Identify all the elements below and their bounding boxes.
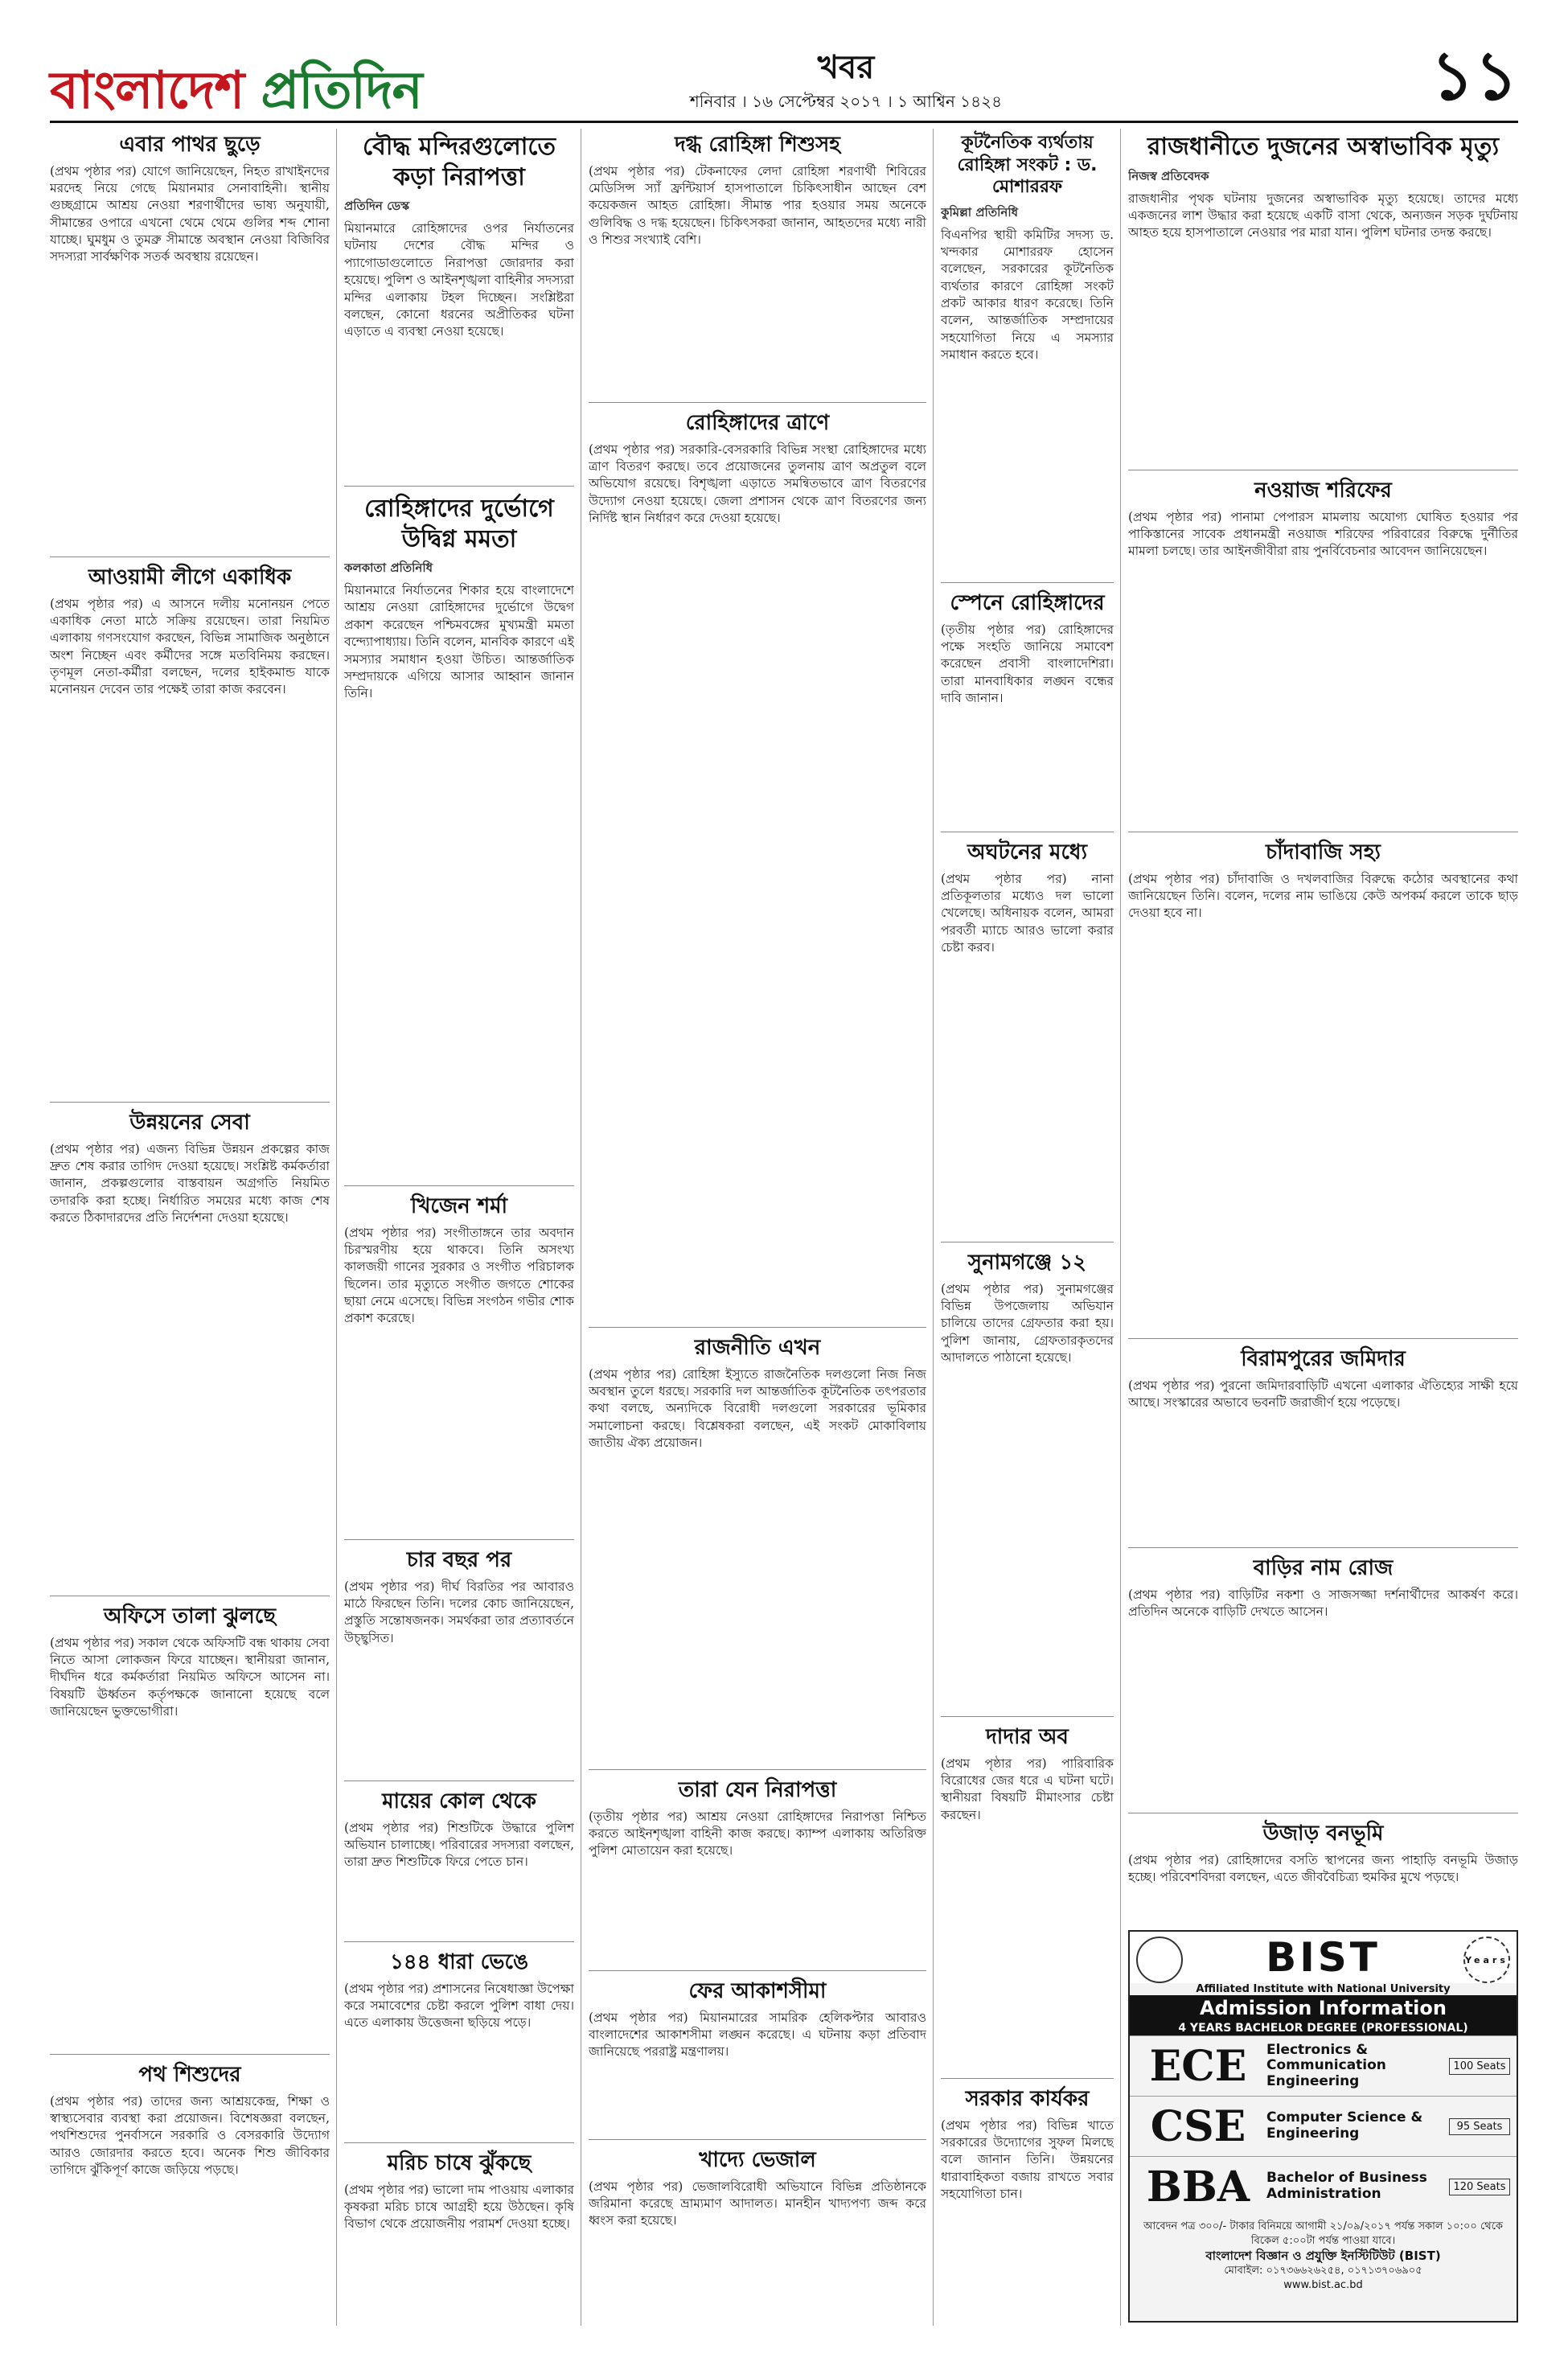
page-number: ১১ bbox=[1430, 36, 1518, 115]
article bbox=[1128, 1343, 1518, 1544]
article-body: মিয়ানমারে নির্যাতনের শিকার হয়ে বাংলাদেশে আশ্রয় নেওয়া রোহিঙ্গাদের দুর্ভোগে উদ্বেগ প্রকাশ করেছেন পশ্চিমবঙ্গের মুখ্যমন্ত্রী মমতা বন্দ্যোপাধ্যায়। তিনি বলেন, মানবিক কারণে এই সমস্যার সমাধান হওয়া উচিত। আন্তর্জাতিক সম্প্রদায়কে এগিয়ে আসার আহ্বান জানান তিনি। bbox=[344, 583, 574, 701]
column-divider bbox=[336, 129, 337, 2326]
article-headline: বৌদ্ধ মন্দিরগুলোতে কড়া নিরাপত্তা bbox=[363, 133, 556, 191]
article-headline: সুনামগঞ্জে ১২ bbox=[967, 1251, 1087, 1275]
column-divider bbox=[933, 129, 934, 2326]
article bbox=[50, 1107, 330, 1592]
article-headline: এবার পাথর ছুড়ে bbox=[119, 133, 261, 157]
article-body: (তৃতীয় পৃষ্ঠার পর) আশ্রয় নেওয়া রোহিঙ্গাদের নিরাপত্তা নিশ্চিত করতে আইনশৃঙ্খলা বাহিনী কাজ করছে। ক্যাম্প এলাকায় অতিরিক্ত পুলিশ মোতায়েন করা হয়েছে। bbox=[589, 1809, 926, 1859]
divider bbox=[941, 1716, 1114, 1717]
article bbox=[941, 836, 1114, 1238]
article bbox=[344, 1544, 574, 1777]
article-body: (প্রথম পৃষ্ঠার পর) পারিবারিক বিরোধের জের ধরে এ ঘটনা ঘটে। স্থানীয়রা বিষয়টি মীমাংসার চেষ্টা করছেন। bbox=[941, 1756, 1114, 1822]
article-headline: উন্নয়নের সেবা bbox=[129, 1111, 250, 1135]
article-headline: খিজেন শর্মা bbox=[410, 1194, 508, 1218]
divider bbox=[589, 1970, 926, 1971]
article bbox=[50, 561, 330, 1099]
article-headline: দগ্ধ রোহিঙ্গা শিশুসহ bbox=[675, 133, 840, 157]
divider bbox=[344, 1780, 574, 1781]
divider bbox=[941, 582, 1114, 583]
divider bbox=[589, 402, 926, 403]
article bbox=[941, 1721, 1114, 2075]
article-headline: বিরামপুরের জমিদার bbox=[1241, 1347, 1406, 1371]
article bbox=[589, 1774, 926, 1967]
article-headline: ফের আকাশসীমা bbox=[688, 1979, 827, 2003]
program-cse bbox=[1130, 2096, 1517, 2156]
column-2 bbox=[344, 129, 574, 2326]
article bbox=[1128, 129, 1518, 466]
divider bbox=[589, 1327, 926, 1328]
article-body: (প্রথম পৃষ্ঠার পর) তাদের জন্য আশ্রয়কেন্দ্র, শিক্ষা ও স্বাস্থ্যসেবার ব্যবস্থা করা প্রয়োজন। বিশেষজ্ঞরা বলছেন, পথশিশুদের পুনর্বাসনে সরকারি ও বেসরকারি উদ্যোগ আরও জোরদার করতে হবে। অনেক শিশু জীবিকার তাগিদে ঝুঁকিপূর্ণ কাজে জড়িয়ে পড়ছে। bbox=[50, 2093, 330, 2177]
divider bbox=[50, 2054, 330, 2055]
ad-acronym: BIST bbox=[1266, 1934, 1381, 1981]
bist-advertisement bbox=[1128, 1930, 1518, 2323]
article bbox=[344, 2147, 574, 2324]
article-body: (প্রথম পৃষ্ঠার পর) চাঁদাবাজি ও দখলবাজির বিরুদ্ধে কঠোর অবস্থানের কথা জানিয়েছেন তিনি। বলেন, দলের নাম ভাঙিয়ে কেউ অপকর্ম করলে তাকে ছাড় দেওয়া হবে না। bbox=[1128, 871, 1518, 921]
article-headline: খাদ্যে ভেজাল bbox=[699, 2148, 816, 2172]
article-headline: রোহিঙ্গাদের ত্রাণে bbox=[685, 411, 830, 435]
article-byline: প্রতিদিন ডেস্ক bbox=[344, 199, 410, 213]
article-headline: চার বছর পর bbox=[406, 1548, 512, 1572]
article bbox=[1128, 836, 1518, 1335]
article-headline: মরিচ চাষে ঝুঁকছে bbox=[387, 2151, 532, 2175]
column-4 bbox=[941, 129, 1114, 2326]
article-body: (প্রথম পৃষ্ঠার পর) সুনামগঞ্জের বিভিন্ন উপজেলায় অভিযান চালিয়ে তাদের গ্রেফতার করা হয়। পুলিশ জানায়, গ্রেফতারকৃতদের আদালতে পাঠানো হয়েছে। bbox=[941, 1281, 1114, 1365]
ad-contact: মোবাইল: ০১৭৩৬৬২৬২৫৪, ০১৭১৩৭০৬৯০৫ bbox=[1224, 2265, 1422, 2277]
years-badge: Years bbox=[1463, 1937, 1510, 1983]
masthead bbox=[50, 36, 1518, 121]
program-name: Electronics & Communication Engineering bbox=[1266, 2041, 1386, 2089]
article-headline: দাদার অব bbox=[986, 1725, 1069, 1749]
article-headline: নওয়াজ শরিফের bbox=[1254, 478, 1392, 503]
program-seats: 100 Seats bbox=[1449, 2058, 1510, 2075]
article bbox=[344, 1190, 574, 1536]
program-name: Bachelor of Business Administration bbox=[1266, 2170, 1427, 2202]
article bbox=[344, 1785, 574, 1938]
divider bbox=[50, 1102, 330, 1103]
article-headline: উজাড় বনভূমি bbox=[1262, 1822, 1384, 1846]
article-body: (প্রথম পৃষ্ঠার পর) এ আসনে দলীয় মনোনয়ন পেতে একাধিক নেতা মাঠে সক্রিয় রয়েছেন। তারা নিয়মিত এলাকায় গণসংযোগ করছেন, বিভিন্ন সামাজিক অনুষ্ঠানে অংশ নিচ্ছেন এবং কর্মীদের সঙ্গে মতবিনিময় করছেন। তৃণমূল নেতা-কর্মীরা বলছেন, দলের হাইকমান্ড যাকে মনোনয়ন দেবেন তার পক্ষেই তারা কাজ করবেন। bbox=[50, 596, 330, 697]
article-body: (প্রথম পৃষ্ঠার পর) বিভিন্ন খাতে সরকারের উদ্যোগের সুফল মিলছে বলে জানান তিনি। উন্নয়নের ধারাবাহিকতা বজায় রাখতে সবার সহযোগিতা চান। bbox=[941, 2117, 1114, 2201]
ad-header bbox=[1130, 1932, 1517, 1983]
program-seats: 95 Seats bbox=[1449, 2118, 1510, 2135]
article bbox=[589, 2144, 926, 2324]
article-byline: কলকাতা প্রতিনিধি bbox=[344, 561, 433, 575]
ad-subline: 4 YEARS BACHELOR DEGREE (PROFESSIONAL) bbox=[1130, 2021, 1517, 2035]
article bbox=[50, 129, 330, 553]
dateline: শনিবার । ১৬ সেপ্টেম্বর ২০১৭ । ১ আশ্বিন ১৪২৪ bbox=[689, 92, 1003, 111]
column-1 bbox=[50, 129, 330, 2326]
divider bbox=[344, 1539, 574, 1540]
article-body: (প্রথম পৃষ্ঠার পর) রোহিঙ্গা ইস্যুতে রাজনৈতিক দলগুলো নিজ নিজ অবস্থান তুলে ধরছে। সরকারি দল আন্তর্জাতিক কূটনৈতিক তৎপরতার কথা বলছে, অন্যদিকে বিরোধী দলগুলো সরকারের ভূমিকার সমালোচনা করছে। বিশ্লেষকরা বলছেন, এই সংকট মোকাবিলায় জাতীয় ঐক্য প্রয়োজন। bbox=[589, 1366, 926, 1450]
article-headline: রাজধানীতে দুজনের অস্বাভাবিক মৃত্যু bbox=[1147, 133, 1500, 161]
article bbox=[344, 491, 574, 1182]
divider bbox=[589, 1769, 926, 1770]
program-code: ECE bbox=[1149, 2041, 1247, 2091]
article-body: রাজধানীর পৃথক ঘটনায় দুজনের অস্বাভাবিক মৃত্যু হয়েছে। তাদের মধ্যে একজনের লাশ উদ্ধার করা হয়েছে একটি বাসা থেকে, অন্যজন সড়ক দুর্ঘটনায় আহত হয়ে হাসপাতালে নেওয়ার পর মারা যান। পুলিশ ঘটনার তদন্ত করছে। bbox=[1128, 191, 1518, 240]
article-headline: সরকার কার্যকর bbox=[965, 2087, 1090, 2111]
article-body: মিয়ানমারে রোহিঙ্গাদের ওপর নির্যাতনের ঘটনায় দেশের বৌদ্ধ মন্দির ও প্যাগোডাগুলোতে নিরাপত্তা জোরদার করা হয়েছে। পুলিশ ও আইনশৃঙ্খলা বাহিনীর সদস্যরা মন্দির এলাকায় টহল দিচ্ছেন। সংশ্লিষ্টরা বলছেন, কোনো ধরনের অপ্রীতিকর ঘটনা এড়াতে এ ব্যবস্থা নেওয়া হয়েছে। bbox=[344, 221, 574, 339]
article bbox=[589, 1332, 926, 1766]
article bbox=[941, 129, 1114, 579]
article-body: (প্রথম পৃষ্ঠার পর) দীর্ঘ বিরতির পর আবারও মাঠে ফিরছেন তিনি। দলের কোচ জানিয়েছেন, প্রস্তুতি সন্তোষজনক। সমর্থকরা তার প্রত্যাবর্তনে উচ্ছ্বসিত। bbox=[344, 1579, 574, 1645]
article bbox=[344, 129, 574, 483]
article-body: (প্রথম পৃষ্ঠার পর) এজন্য বিভিন্ন উন্নয়ন প্রকল্পের কাজ দ্রুত শেষ করার তাগিদ দেওয়া হয়েছে। সংশ্লিষ্ট কর্মকর্তারা জানান, প্রকল্পগুলোর বাস্তবায়ন অগ্রগতি নিয়মিত তদারকি করা হচ্ছে। নির্ধারিত সময়ের মধ্যে কাজ শেষ করতে ঠিকাদারদের প্রতি নির্দেশনা দেওয়া হয়েছে। bbox=[50, 1141, 330, 1225]
divider bbox=[344, 486, 574, 487]
article bbox=[50, 1600, 330, 2051]
program-ece bbox=[1130, 2035, 1517, 2096]
article-headline: অফিসে তালা ঝুলছে bbox=[104, 1604, 276, 1629]
article-body: (প্রথম পৃষ্ঠার পর) ভেজালবিরোধী অভিযানে বিভিন্ন প্রতিষ্ঠানকে জরিমানা করেছে ভ্রাম্যমাণ আদালত। মানহীন খাদ্যপণ্য জব্দ করে ধ্বংস করা হয়েছে। bbox=[589, 2179, 926, 2228]
ad-footer bbox=[1130, 2216, 1517, 2295]
program-bba bbox=[1130, 2156, 1517, 2216]
divider bbox=[344, 2142, 574, 2143]
article bbox=[589, 129, 926, 399]
article-body: (প্রথম পৃষ্ঠার পর) মিয়ানমারের সামরিক হেলিকপ্টার আবারও বাংলাদেশের আকাশসীমা লঙ্ঘন করেছে। এ ঘটনায় কড়া প্রতিবাদ জানিয়েছে পররাষ্ট্র মন্ত্রণালয়। bbox=[589, 2010, 926, 2060]
article-body: বিএনপির স্থায়ী কমিটির সদস্য ড. খন্দকার মোশাররফ হোসেন বলেছেন, সরকারের কূটনৈতিক ব্যর্থতার কারণে রোহিঙ্গা সংকট প্রকট আকার ধারণ করেছে। তিনি বলেন, আন্তর্জাতিক সম্প্রদায়ের সহযোগিতা নিয়ে এ সমস্যার সমাধান করতে হবে। bbox=[941, 227, 1114, 363]
article-headline: অঘটনের মধ্যে bbox=[967, 840, 1088, 865]
article-headline: ১৪৪ ধারা ভেঙে bbox=[389, 1950, 529, 1974]
column-divider bbox=[1120, 129, 1121, 2326]
article-body: (প্রথম পৃষ্ঠার পর) নানা প্রতিকূলতার মধ্যেও দল ভালো খেলেছে। অধিনায়ক বলেন, আমরা পরবর্তী ম্যাচে আরও ভালো করার চেষ্টা করব। bbox=[941, 871, 1114, 955]
ad-website[interactable]: www.bist.ac.bd bbox=[1283, 2278, 1363, 2291]
article-headline: বাড়ির নাম রোজ bbox=[1253, 1556, 1394, 1580]
article-headline: তারা যেন নিরাপত্তা bbox=[678, 1778, 837, 1802]
article-body: (প্রথম পৃষ্ঠার পর) বাড়িটির নকশা ও সাজসজ্জা দর্শনার্থীদের আকর্ষণ করে। প্রতিদিন অনেকে বাড়িটি দেখতে আসেন। bbox=[1128, 1587, 1518, 1619]
divider bbox=[344, 1185, 574, 1186]
program-name: Computer Science & Engineering bbox=[1266, 2109, 1423, 2142]
article bbox=[941, 2083, 1114, 2324]
article-headline: রাজনীতি এখন bbox=[694, 1336, 821, 1360]
article bbox=[941, 587, 1114, 828]
divider bbox=[1128, 1547, 1518, 1548]
article-body: (তৃতীয় পৃষ্ঠার পর) রোহিঙ্গাদের পক্ষে সংহতি জানিয়ে সমাবেশ করেছেন প্রবাসী বাংলাদেশিরা। তারা মানবাধিকার লঙ্ঘন বন্ধের দাবি জানান। bbox=[941, 622, 1114, 705]
institute-seal-icon bbox=[1136, 1937, 1183, 1983]
article-headline: চাঁদাবাজি সহ্য bbox=[1266, 840, 1381, 865]
article-body: (প্রথম পৃষ্ঠার পর) সরকারি-বেসরকারি বিভিন্ন সংস্থা রোহিঙ্গাদের মধ্যে ত্রাণ বিতরণ করছে। তবে প্রয়োজনের তুলনায় ত্রাণ অপ্রতুল বলে অভিযোগ রয়েছে। বিশৃঙ্খলা এড়াতে সমন্বিতভাবে ত্রাণ বিতরণের উদ্যোগ নেওয়া হয়েছে। জেলা প্রশাসন থেকে ত্রাণ বিতরণের জন্য নির্দিষ্ট স্থান নির্ধারণ করে দেওয়া হয়েছে। bbox=[589, 442, 926, 525]
ad-affiliation: Affiliated Institute with National University bbox=[1196, 1983, 1451, 1995]
divider bbox=[1128, 1338, 1518, 1339]
article-headline: রোহিঙ্গাদের দুর্ভোগে উদ্বিগ্ন মমতা bbox=[364, 495, 554, 553]
article-body: (প্রথম পৃষ্ঠার পর) টেকনাফের লেদা রোহিঙ্গা শরণার্থী শিবিরের মেডিসিন্স স্যাঁ ফ্রন্টিয়ার্স হাসপাতালে চিকিৎসাধীন আছেন বেশ কয়েকজন আহত রোহিঙ্গা। সীমান্ত পার হওয়ার সময় অনেকে গুলিবিদ্ধ ও দগ্ধ হয়েছেন। চিকিৎসকরা জানান, আহতদের মধ্যে নারী ও শিশুর সংখ্যাই বেশি। bbox=[589, 163, 926, 247]
article-headline: কূটনৈতিক ব্যর্থতায় রোহিঙ্গা সংকট : ড. মোশাররফ bbox=[957, 133, 1098, 197]
divider bbox=[344, 1941, 574, 1942]
article bbox=[50, 2059, 330, 2324]
ad-headline: Admission Information bbox=[1130, 1995, 1517, 2021]
ad-institute-name: বাংলাদেশ বিজ্ঞান ও প্রযুক্তি ইনস্টিটিউট (BIST) bbox=[1205, 2249, 1441, 2264]
article-headline: মায়ের কোল থেকে bbox=[382, 1789, 536, 1813]
article-byline: নিজস্ব প্রতিবেদক bbox=[1128, 168, 1209, 183]
article bbox=[589, 407, 926, 1324]
article bbox=[941, 1247, 1114, 1713]
article bbox=[1128, 474, 1518, 828]
masthead-rule bbox=[50, 121, 1518, 123]
newspaper-logo: বাংলাদেশ প্রতিদিন bbox=[50, 61, 422, 121]
article-body: (প্রথম পৃষ্ঠার পর) ভালো দাম পাওয়ায় এলাকার কৃষকরা মরিচ চাষে আগ্রহী হয়ে উঠছেন। কৃষি বিভাগ থেকে প্রয়োজনীয় পরামর্শ দেওয়া হচ্ছে। bbox=[344, 2182, 574, 2232]
program-seats: 120 Seats bbox=[1449, 2179, 1510, 2195]
program-code: BBA bbox=[1146, 2162, 1250, 2212]
article bbox=[344, 1946, 574, 2139]
article-headline: পথ শিশুদের bbox=[138, 2063, 241, 2087]
article-body: (প্রথম পৃষ্ঠার পর) রোহিঙ্গাদের বসতি স্থাপনের জন্য পাহাড়ি বনভূমি উজাড় হচ্ছে। পরিবেশবিদরা বলছেন, এতে জীববৈচিত্র্য হুমকির মুখে পড়ছে। bbox=[1128, 1852, 1518, 1884]
divider bbox=[941, 2078, 1114, 2079]
article-body: (প্রথম পৃষ্ঠার পর) প্রশাসনের নিষেধাজ্ঞা উপেক্ষা করে সমাবেশের চেষ্টা করলে পুলিশ বাধা দেয়। এতে এলাকায় উত্তেজনা ছড়িয়ে পড়ে। bbox=[344, 1981, 574, 2031]
article-body: (প্রথম পৃষ্ঠার পর) সংগীতাঙ্গনে তার অবদান চিরস্মরণীয় হয়ে থাকবে। তিনি অসংখ্য কালজয়ী গানের সুরকার ও সংগীত পরিচালক ছিলেন। তার মৃত্যুতে সংগীত জগতে শোকের ছায়া নেমে এসেছে। বিভিন্ন সংগঠন গভীর শোক প্রকাশ করেছে। bbox=[344, 1225, 574, 1326]
divider bbox=[589, 2139, 926, 2140]
article bbox=[589, 1975, 926, 2136]
article-body: (প্রথম পৃষ্ঠার পর) শিশুটিকে উদ্ধারে পুলিশ অভিযান চালাচ্ছে। পরিবারের সদস্যরা বলছেন, তারা দ্রুত শিশুটিকে ফিরে পেতে চান। bbox=[344, 1820, 574, 1870]
article bbox=[1128, 1552, 1518, 1809]
article-byline: কুমিল্লা প্রতিনিধি bbox=[941, 204, 1019, 220]
article-headline: স্পেনে রোহিঙ্গাদের bbox=[950, 591, 1105, 615]
article-body: (প্রথম পৃষ্ঠার পর) যোগে জানিয়েছেন, নিহত রাখাইনদের মরদেহ নিয়ে গেছে মিয়ানমার সেনাবাহিনী। স্থানীয় গুচ্ছগ্রামে আশ্রয় নেওয়া শরণার্থীদের ভাষ্য অনুযায়ী, সীমান্তের ওপারে এখনো থেমে থেমে গুলির শব্দ শোনা যাচ্ছে। ঘুমধুম ও তুমব্রু সীমান্তে অবস্থান নেওয়া বিজিবির সদস্যরা সার্বক্ষণিক সতর্ক অবস্থায় রয়েছেন। bbox=[50, 163, 330, 265]
column-3 bbox=[589, 129, 926, 2326]
ad-application-note: আবেদন পত্র ৩০০/- টাকার বিনিময়ে আগামী ২১/০৯/২০১৭ পর্যন্ত সকাল ১০:০০ থেকে বিকেল ৫:০০টা পর্যন্ত পাওয়া যাবে। bbox=[1143, 2220, 1504, 2247]
article-body: (প্রথম পৃষ্ঠার পর) পানামা পেপারস মামলায় অযোগ্য ঘোষিত হওয়ার পর পাকিস্তানের সাবেক প্রধানমন্ত্রী নওয়াজ শরিফের পরিবারের বিরুদ্ধে দুর্নীতির মামলা চলছে। তার আইনজীবীরা রায় পুনর্বিবেচনার আবেদন জানিয়েছেন। bbox=[1128, 509, 1518, 559]
program-code: CSE bbox=[1150, 2101, 1246, 2151]
article-headline: আওয়ামী লীগে একাধিক bbox=[88, 565, 292, 589]
article-body: (প্রথম পৃষ্ঠার পর) পুরনো জমিদারবাড়িটি এখনো এলাকার ঐতিহ্যের সাক্ষী হয়ে আছে। সংস্কারের অভাবে ভবনটি জরাজীর্ণ হয়ে পড়েছে। bbox=[1128, 1378, 1518, 1410]
article-body: (প্রথম পৃষ্ঠার পর) সকাল থেকে অফিসটি বন্ধ থাকায় সেবা নিতে আসা লোকজন ফিরে যাচ্ছেন। স্থানীয়রা জানান, দীর্ঘদিন ধরে কর্মকর্তারা নিয়মিত অফিসে আসেন না। বিষয়টি ঊর্ধ্বতন কর্তৃপক্ষকে জানানো হয়েছে বলে জানিয়েছেন ভুক্তভোগীরা। bbox=[50, 1635, 330, 1719]
section-title: খবর bbox=[817, 49, 875, 86]
